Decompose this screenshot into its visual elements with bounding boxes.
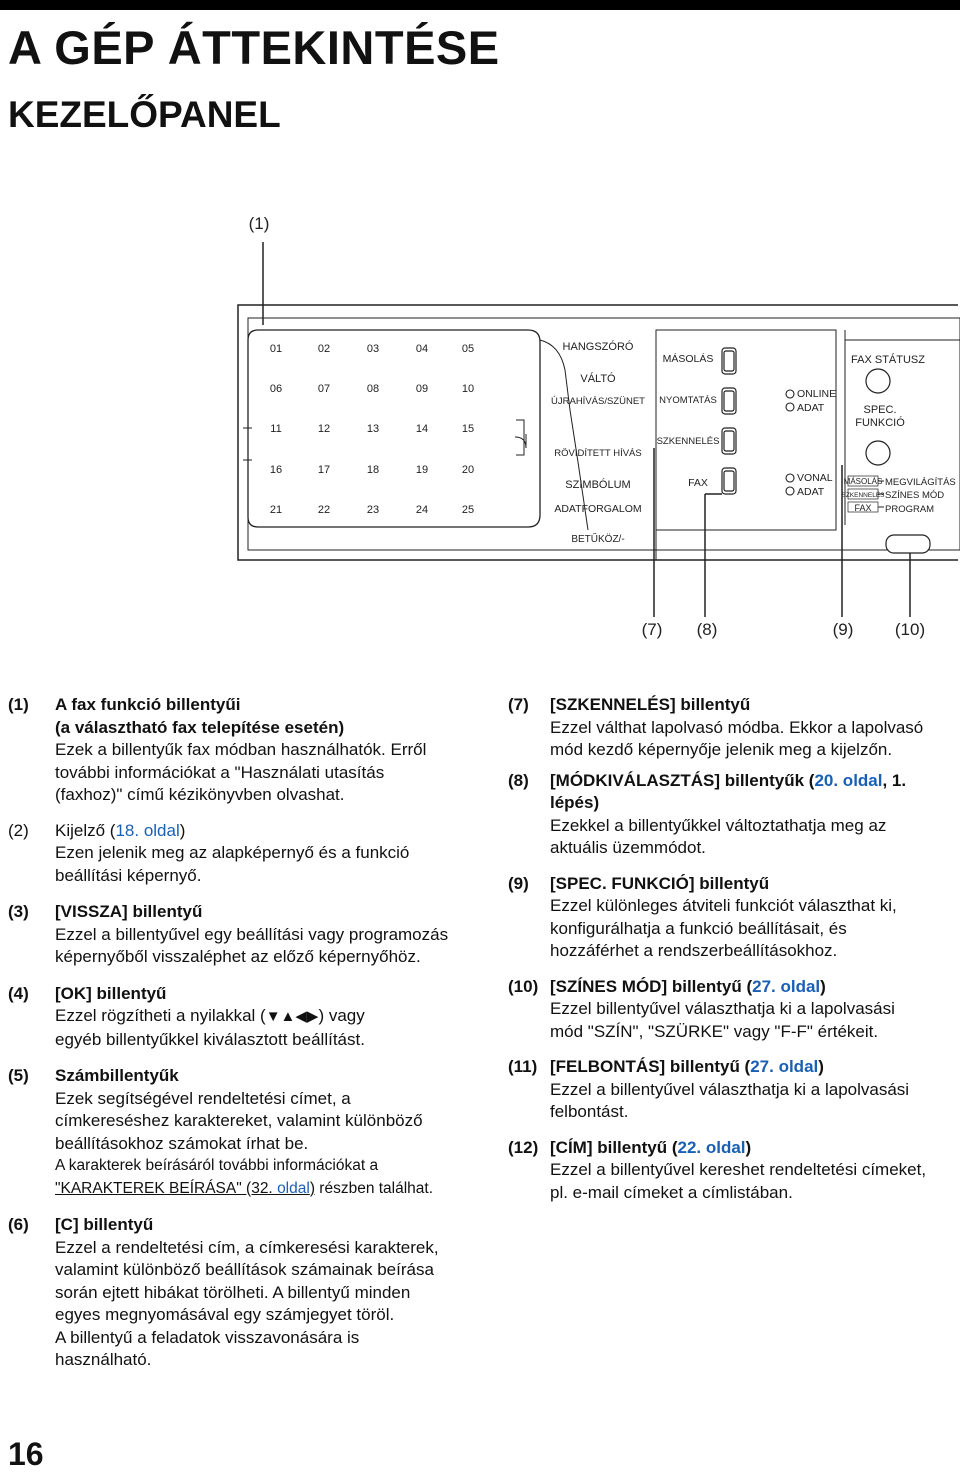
label-fax-mode: FAX [688,477,708,489]
item-6: (6) [C] billentyű Ezzel a rendeltetési cím, a címkeresési karakterek, valamint különböző beállítások számainak beírása során ejtett hibákat törölheti. A billentyű minden egyes megnyomásával egy számjegyet töröl. A billentyű a feladatok visszavonására is használható. [8,1215,439,1369]
one-touch-key-23: 23 [366,504,380,516]
one-touch-key-25: 25 [461,504,475,516]
special-function-key [866,441,890,465]
one-touch-key-15: 15 [461,423,475,435]
item-10: (10) [SZÍNES MÓD] billentyű (27. oldal) Ezzel billentyűvel választhatja ki a lapolvasási mód "SZÍN", "SZÜRKE" vagy "F-F" értékeit. [508,976,895,1041]
item-7: (7) [SZKENNELÉS] billentyű Ezzel válthat lapolvasó módba. Ekkor a lapolvasó mód kezdő képernyője jelenik meg a kijelzőn. [508,695,924,759]
label-symbol: SZIMBÓLUM [565,479,631,491]
indicator-data-2: ADAT [797,486,825,498]
one-touch-key-21: 21 [269,504,283,516]
callout-8: (8) [696,620,718,639]
one-touch-key-04: 04 [415,343,429,355]
label-exposure: MEGVILÁGÍTÁS [885,477,956,488]
label-spec-2: FUNKCIÓ [855,417,905,429]
label-speaker: HANGSZÓRÓ [562,341,634,353]
one-touch-key-13: 13 [366,423,380,435]
label-fax-status: FAX STÁTUSZ [851,354,925,366]
one-touch-key-12: 12 [317,423,331,435]
fax-status-key [866,369,890,393]
color-mode-key [886,535,930,553]
one-touch-key-16: 16 [269,464,283,476]
label-fax-small: FAX [854,503,872,513]
link-page-27[interactable]: 27. oldal [752,976,821,996]
item-9: (9) [SPEC. FUNKCIÓ] billentyű Ezzel különleges átviteli funkciót választhat ki, konfigurálhatja a funkció beállításait, és hozzáférhet a rendszerbeállításokhoz. [508,873,897,960]
one-touch-key-05: 05 [461,343,475,355]
label-program: PROGRAM [885,504,935,515]
arrow-keys-icon: ▼▲◀▶ [265,1008,319,1025]
one-touch-key-20: 20 [461,464,475,476]
item-4: (4) [OK] billentyű Ezzel rögzítheti a nyilakkal (▼▲◀▶) vagy egyéb billentyűkkel kiválasztott beállítást. [8,983,365,1049]
label-copy-small: MÁSOLÁS [843,477,883,486]
label-redial: ÚJRAHÍVÁS/SZÜNET [551,396,645,407]
label-scan-small: SZKENNELÉS [841,492,885,499]
label-scan-mode: SZKENNELÉS [656,436,720,447]
item-3: (3) [VISSZA] billentyű Ezzel a billentyűvel egy beállítási vagy programozás képernyőből visszaléphet az előző képernyőhöz. [8,902,449,966]
callout-9: (9) [832,620,854,639]
item-2: (2) Kijelző (18. oldal) Ezen jelenik meg az alapképernyő és a funkció beállítási képernyő. [8,820,410,885]
label-color-mode: SZÍNES MÓD [885,490,945,501]
item-11: (11) [FELBONTÁS] billentyű (27. oldal) Ezzel a billentyűvel választhatja ki a lapolvasási felbontást. [508,1057,910,1121]
one-touch-key-14: 14 [415,423,429,435]
one-touch-keys [270,343,474,516]
one-touch-key-07: 07 [317,383,331,395]
one-touch-key-03: 03 [366,343,380,355]
link-page-22[interactable]: 22. oldal [677,1137,746,1157]
left-column [8,694,478,1372]
indicator-data-1: ADAT [797,402,825,414]
one-touch-key-02: 02 [317,343,331,355]
label-switch: VÁLTÓ [580,373,616,385]
one-touch-key-11: 11 [270,423,282,435]
one-touch-key-06: 06 [269,383,283,395]
page-number: 16 [8,1436,44,1472]
item-12: (12) [CÍM] billentyű (22. oldal) Ezzel a billentyűvel kereshet rendeltetési címeket, pl. e-mail címeket a címlistában. [508,1137,927,1202]
one-touch-key-08: 08 [366,383,380,395]
label-space: BETŰKÖZ/- [571,534,625,545]
item-8: (8) [MÓDKIVÁLASZTÁS] billentyűk (20. oldal, 1. lépés) Ezekkel a billentyűkkel változtathatja meg az aktuális üzemmódot. [508,770,907,857]
item-5: (5) Számbillentyűk Ezek segítségével rendeltetési címet, a címkereséshez karaktereket, valamint különböző beállításokhoz számokat írhat be. A karakterek beírásáról további információkat a "KARAKTEREK BEÍRÁSA" (32. oldal) részben találhat. [8,1066,434,1197]
page-title: A GÉP ÁTTEKINTÉSE [8,21,500,74]
label-traffic: ADATFORGALOM [554,503,642,515]
indicator-line: VONAL [797,472,833,484]
item-1: (1) A fax funkció billentyűi (a választható fax telepítése esetén) Ezek a billentyűk fax módban használhatók. Erről további információkat a "Használati utasítás (faxhoz)" című kézikönyvben olvashat. [8,695,427,804]
one-touch-key-22: 22 [317,504,331,516]
callout-10: (10) [894,620,926,639]
one-touch-key-17: 17 [317,464,331,476]
link-page-20[interactable]: 20. oldal [814,770,883,790]
indicator-online: ONLINE [797,388,837,400]
section-title: KEZELŐPANEL [8,94,281,135]
one-touch-key-09: 09 [415,383,429,395]
label-copy-mode: MÁSOLÁS [662,353,714,365]
top-rule [0,0,960,10]
one-touch-key-19: 19 [415,464,429,476]
link-characters[interactable]: "KARAKTEREK BEÍRÁSA" (32. oldal) [55,1179,315,1197]
label-speed-dial: RÖVIDÍTETT HÍVÁS [554,448,642,459]
callout-1: (1) [248,214,270,233]
link-page-27b[interactable]: 27. oldal [750,1057,819,1076]
callout-7: (7) [641,620,663,639]
operation-panel-diagram [0,200,960,650]
one-touch-key-10: 10 [461,383,475,395]
one-touch-key-24: 24 [415,504,429,516]
link-page-18[interactable]: 18. oldal [115,820,180,840]
one-touch-key-01: 01 [269,343,283,355]
label-spec-1: SPEC. [863,404,897,416]
right-column [508,694,956,1204]
label-print-mode: NYOMTATÁS [659,395,717,406]
one-touch-key-18: 18 [366,464,380,476]
